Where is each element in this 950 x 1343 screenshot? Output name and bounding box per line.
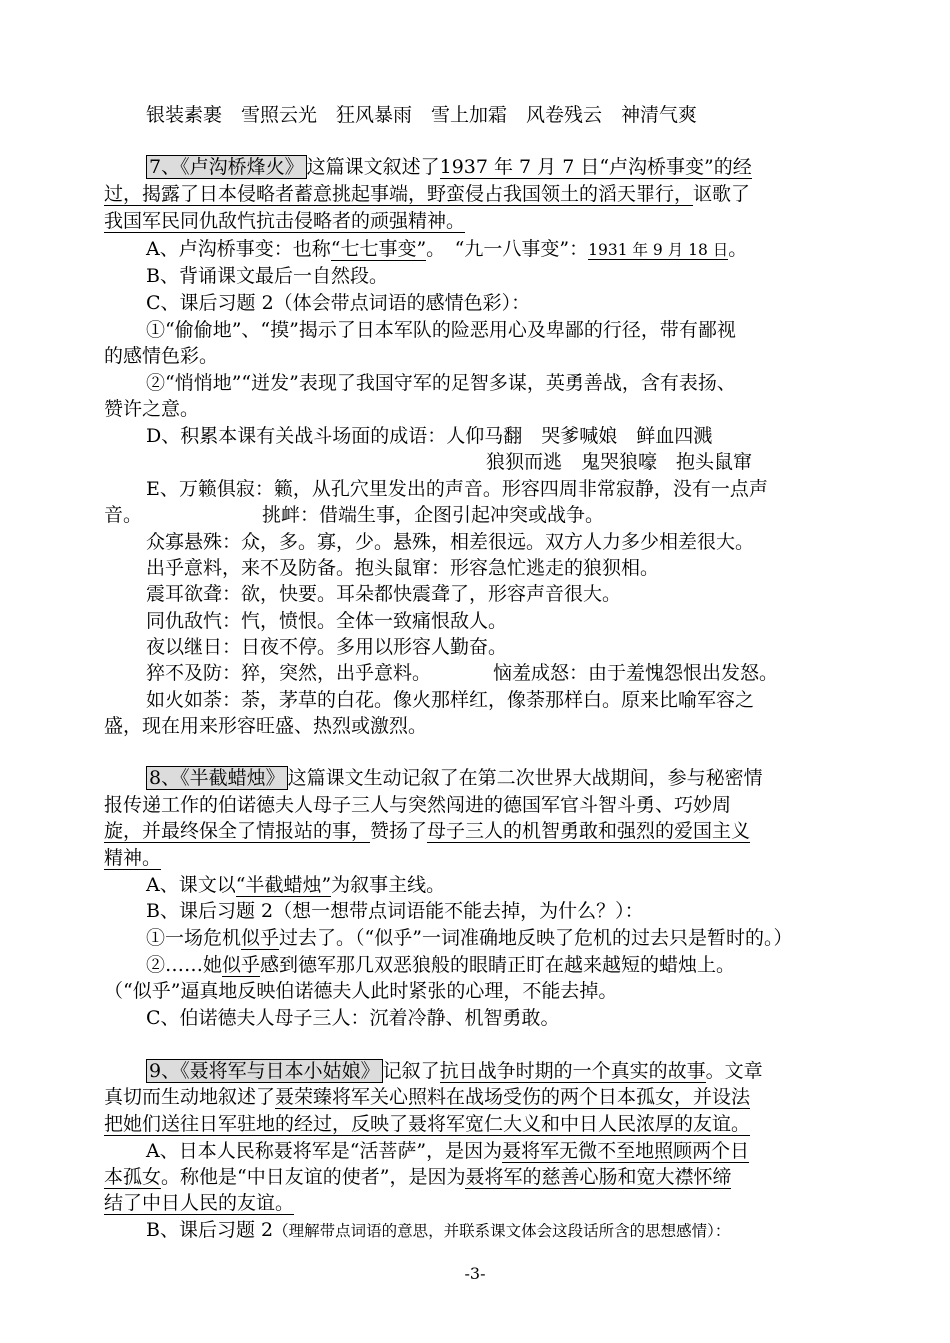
section-7-d: D、积累本课有关战斗场面的成语：人仰马翻 哭爹喊娘 鲜血四溅 — [146, 425, 713, 447]
section-8-c: C、伯诺德夫人母子三人：沉着冷静、机智勇敢。 — [146, 1007, 560, 1029]
section-7-b: B、背诵课文最后一自然段。 — [146, 265, 388, 287]
section-8-a: A、课文以“半截蜡烛”为叙事主线。 — [146, 874, 446, 896]
section-8-b: B、课后习题 2（想一想带点词语能不能去掉，为什么？）： — [146, 900, 644, 922]
section-8-b2: ②……她似乎感到德军那几双恶狼般的眼睛正盯在越来越短的蜡烛上。 — [146, 954, 736, 976]
section-9-line-3: 把她们送往日军驻地的经过，反映了聂将军宽仁大义和中日人民浓厚的友谊。 — [104, 1113, 751, 1135]
section-7-e3: 众寡悬殊：众，多。寡，少。悬殊，相差很远。双方人力多少相差很大。 — [146, 531, 755, 553]
section-8-title: 8、《半截蜡烛》 — [146, 766, 288, 790]
section-7-c: C、课后习题 2（体会带点词语的感情色彩）： — [146, 292, 531, 314]
idiom-line: 银装素裹 雪照云光 狂风暴雨 雪上加霜 风卷残云 神清气爽 — [146, 104, 698, 126]
section-7-line-3: 我国军民同仇敌忾抗击侵略者的顽强精神。 — [104, 210, 466, 232]
section-8-line-3: 旋，并最终保全了情报站的事，赞扬了母子三人的机智勇敢和强烈的爱国主义 — [104, 820, 751, 842]
section-7-a: A、卢沟桥事变：也称“七七事变”。 “九一八事变”：1931 年 9 月 18 日。 — [146, 238, 748, 260]
section-7-e5: 震耳欲聋：欲，快要。耳朵都快震聋了，形容声音很大。 — [146, 583, 622, 605]
section-9-a-cont-2: 结了中日人民的友谊。 — [104, 1192, 295, 1214]
section-9-title: 9、《聂将军与日本小姑娘》 — [146, 1059, 383, 1083]
section-7-e8: 猝不及防：猝，突然，出乎意料。 恼羞成怒：由于羞愧怨恨出发怒。 — [146, 662, 779, 684]
section-8-line-4: 精神。 — [104, 847, 162, 869]
section-7-e7: 夜以继日：日夜不停。多用以形容人勤奋。 — [146, 636, 508, 658]
section-7-c2: ②“悄悄地”“迸发”表现了我国守军的足智多谋，英勇善战，含有表扬、 — [146, 372, 736, 394]
section-7-e9: 如火如荼：荼，茅草的白花。像火那样红，像荼那样白。原来比喻军容之 — [146, 689, 755, 711]
section-8-line-2: 报传递工作的伯诺德夫人母子三人与突然闯进的德国军官斗智斗勇、巧妙周 — [104, 794, 732, 816]
section-7-e9-cont: 盛，现在用来形容旺盛、热烈或激烈。 — [104, 715, 428, 737]
section-7-e: E、万籁俱寂：籁，从孔穴里发出的声音。形容四周非常寂静，没有一点声 — [146, 478, 768, 500]
section-7-c2-cont: 赞许之意。 — [104, 398, 200, 420]
section-8-line-1: 8、《半截蜡烛》 这篇课文生动记叙了在第二次世界大战期间，参与秘密情 — [146, 765, 854, 791]
section-7-c1-cont: 的感情色彩。 — [104, 345, 219, 367]
section-7-e4: 出乎意料，来不及防备。抱头鼠窜：形容急忙逃走的狼狈相。 — [146, 557, 660, 579]
section-7-e-cont: 音。 挑衅：借端生事，企图引起冲突或战争。 — [104, 504, 605, 526]
section-7-line-2: 过，揭露了日本侵略者蓄意挑起事端，野蛮侵占我国领土的滔天罪行，讴歌了 — [104, 183, 751, 205]
section-9-line-1: 9、《聂将军与日本小姑娘》 记叙了抗日战争时期的一个真实的故事。文章 — [146, 1058, 854, 1084]
section-7-d-cont: 狼狈而逃 鬼哭狼嚎 抱头鼠窜 — [486, 451, 753, 473]
section-9-line-2: 真切而生动地叙述了聂荣臻将军关心照料在战场受伤的两个日本孤女，并设法 — [104, 1086, 751, 1108]
section-8-b3: （“似乎”逼真地反映伯诺德夫人此时紧张的心理，不能去掉。 — [104, 980, 618, 1002]
section-7-line-1: 7、《卢沟桥烽火》 这篇课文叙述了1937 年 7 月 7 日“卢沟桥事变”的经 — [146, 154, 854, 180]
section-9-a: A、日本人民称聂将军是“活菩萨”，是因为聂将军无微不至地照顾两个日 — [146, 1140, 750, 1162]
section-9-b: B、课后习题 2（理解带点词语的意思，并联系课文体会这段话所含的思想感情）： — [146, 1219, 731, 1241]
section-8-b1: ①一场危机似乎过去了。（“似乎”一词准确地反映了危机的过去只是暂时的。） — [146, 927, 793, 949]
section-9-a-cont: 本孤女。称他是“中日友谊的使者”，是因为聂将军的慈善心肠和宽大襟怀缔 — [104, 1166, 732, 1188]
page-number: -3- — [464, 1264, 486, 1283]
section-7-e6: 同仇敌忾：忾，愤恨。全体一致痛恨敌人。 — [146, 610, 508, 632]
section-7-title: 7、《卢沟桥烽火》 — [146, 155, 307, 179]
section-7-c1: ①“偷偷地”、“摸”揭示了日本军队的险恶用心及卑鄙的行径，带有鄙视 — [146, 319, 736, 341]
